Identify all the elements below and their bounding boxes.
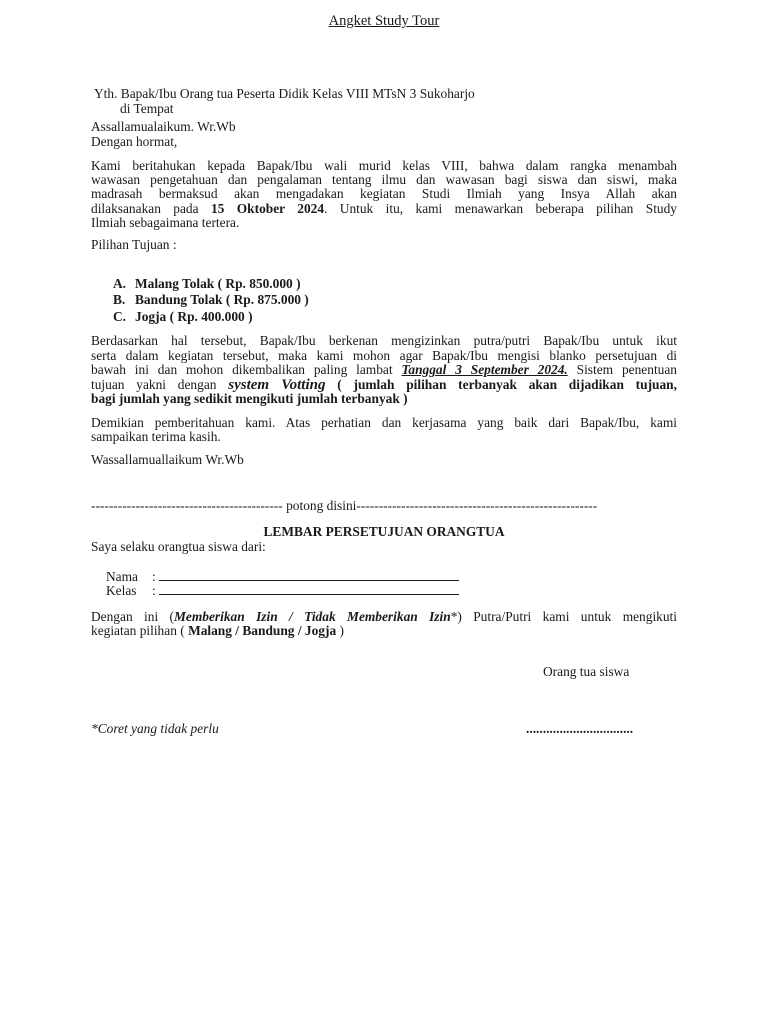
- consent-intro: Saya selaku orangtua siswa dari:: [91, 539, 266, 554]
- signature-line[interactable]: ................................: [526, 721, 634, 736]
- statement-text: *) Putra/Putri kami untuk mengikuti: [450, 609, 677, 624]
- request-line: serta dalam kegiatan tersebut, maka kami mohon agar Bapak/Ibu mengisi blanko persetujuan di: [91, 347, 677, 363]
- class-label: Kelas: [106, 583, 137, 598]
- event-date: 15 Oktober 2024: [210, 200, 325, 216]
- request-text: Sistem penentuan: [567, 362, 677, 378]
- class-field[interactable]: [159, 582, 459, 595]
- option-letter: B.: [113, 292, 126, 307]
- permission-choice[interactable]: Memberikan Izin / Tidak Memberikan Izin: [174, 609, 451, 624]
- option-letter: C.: [113, 309, 127, 324]
- statement-text: kegiatan pilihan (: [91, 623, 189, 639]
- option-item: [113, 310, 253, 324]
- request-text: tujuan yakni dengan: [91, 376, 229, 392]
- request-paragraph: [91, 334, 677, 407]
- request-line: Berdasarkan hal tersebut, Bapak/Ibu berkenan mengizinkan putra/putri Bapak/Ibu untuk ikut: [91, 333, 677, 348]
- field-colon: :: [152, 569, 156, 584]
- salutation: Dengan hormat,: [91, 134, 178, 149]
- consent-statement: [91, 610, 677, 638]
- request-line: [91, 378, 677, 393]
- field-colon: :: [152, 583, 156, 598]
- greeting: Assallamualaikum. Wr.Wb: [91, 119, 236, 134]
- farewell: Wassallamuallaikum Wr.Wb: [91, 452, 244, 467]
- name-field[interactable]: [159, 568, 459, 581]
- intro-line: Ilmiah sebagaimana tertera.: [91, 214, 240, 230]
- recipient-place: di Tempat: [120, 101, 174, 116]
- voting-rule: ( jumlah pilihan terbanyak akan dijadikan tujuan,: [325, 376, 677, 392]
- intro-text: dilaksanakan pada: [91, 200, 211, 216]
- class-field-row: [106, 582, 459, 598]
- intro-line: wawasan pengetahuan dan pengalaman tentang ilmu dan wawasan bagi siswa dan siswi, maka: [91, 172, 677, 188]
- footnote: *Coret yang tidak perlu: [91, 721, 219, 736]
- request-text: bawah ini dan mohon dikembalikan paling lambat: [91, 362, 402, 378]
- signer-label: Orang tua siswa: [543, 664, 630, 679]
- option-text: Jogja ( Rp. 400.000 ): [135, 309, 253, 324]
- voting-rule-line: bagi jumlah yang sedikit mengikuti jumlah terbanyak ): [91, 391, 408, 407]
- option-text: Malang Tolak ( Rp. 850.000 ): [135, 276, 301, 291]
- option-item: [113, 293, 309, 307]
- intro-text: . Untuk itu, kami menawarkan beberapa pilihan Study: [324, 200, 678, 216]
- intro-paragraph: [91, 159, 677, 230]
- cut-line: ------------------------------------------- potong disini------------------------------------------------------: [91, 499, 598, 513]
- intro-line: Kami beritahukan kepada Bapak/Ibu wali murid kelas VIII, bahwa dalam rangka menambah: [91, 158, 677, 173]
- consent-heading: LEMBAR PERSETUJUAN ORANGTUA: [263, 524, 505, 539]
- options-label: Pilihan Tujuan :: [91, 237, 177, 252]
- request-line: [91, 363, 677, 378]
- name-label: Nama: [106, 569, 138, 584]
- option-item: [113, 277, 301, 291]
- voting-system: system Votting: [228, 376, 326, 393]
- destination-choice[interactable]: Malang / Bandung / Jogja: [188, 623, 337, 639]
- intro-line: [91, 202, 677, 216]
- statement-line: [91, 624, 677, 638]
- closing-line: Demikian pemberitahuan kami. Atas perhatian dan kerjasama yang baik dari Bapak/Ibu, kami: [91, 415, 677, 430]
- intro-line: madrasah bermaksud akan mengadakan kegiatan Studi Ilmiah yang Insya Allah akan: [91, 186, 677, 202]
- closing-line: sampaikan terima kasih.: [91, 429, 221, 445]
- page-title: Angket Study Tour: [328, 13, 440, 29]
- option-text: Bandung Tolak ( Rp. 875.000 ): [135, 292, 309, 307]
- closing-paragraph: [91, 416, 677, 444]
- recipient-line: Yth. Bapak/Ibu Orang tua Peserta Didik Kelas VIII MTsN 3 Sukoharjo: [94, 86, 475, 101]
- statement-text: Dengan ini (: [91, 609, 175, 624]
- statement-text: ): [336, 623, 344, 639]
- deadline-date: Tanggal 3 September 2024.: [401, 362, 568, 378]
- option-letter: A.: [113, 276, 127, 291]
- statement-line: [91, 610, 677, 624]
